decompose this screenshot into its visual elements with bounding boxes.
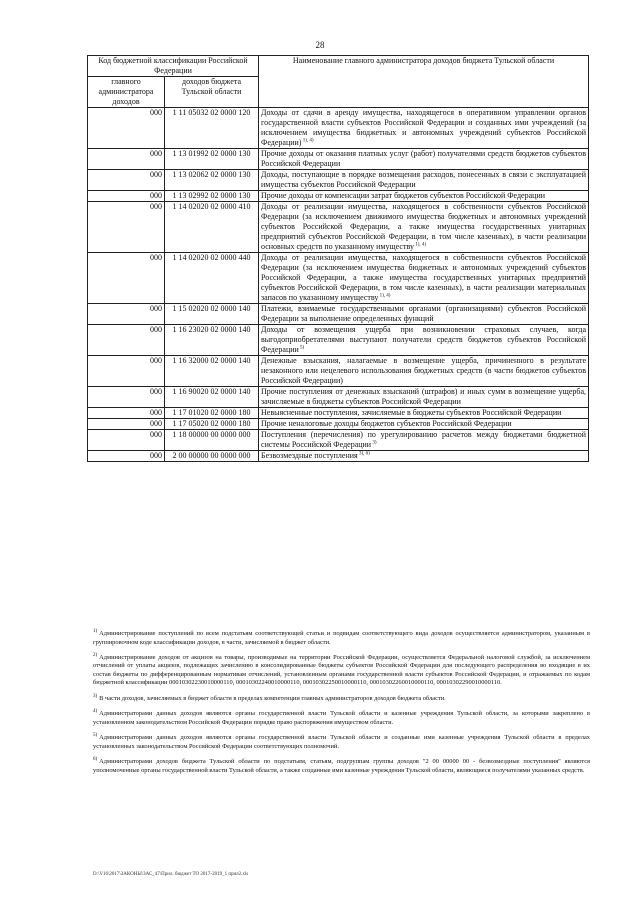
footnote-reference: 1), 4) — [301, 138, 314, 144]
income-name-text: Невыясненные поступления, зачисляемые в бюджеты субъектов Российской Федерации — [261, 408, 562, 417]
table-row — [88, 387, 589, 408]
footnote-reference: 3) — [371, 440, 377, 446]
table-row — [88, 170, 589, 191]
income-code-cell: 1 14 02020 02 0000 410 — [165, 202, 259, 253]
table-row — [88, 408, 589, 419]
table-row — [88, 325, 589, 356]
header-budget-income: доходов бюджета Тульской области — [165, 77, 259, 108]
income-name-cell — [259, 419, 589, 430]
footnote-text: Администраторами данных доходов являются органы государственной власти Тульской области и созданные ими казенные учреждения Тульской области в пределах установленных законодательством Российской Федерации соответствующих полномочий. — [93, 734, 590, 750]
income-name-text: Прочие неналоговые доходы бюджетов субъектов Российской Федерации — [261, 419, 512, 428]
admin-code-cell: 000 — [88, 191, 165, 202]
table-row — [88, 191, 589, 202]
income-name-text: Поступления (перечисления) по урегулированию расчетов между бюджетами бюджетной системы Российской Федерации — [261, 430, 587, 449]
income-name-cell — [259, 191, 589, 202]
income-code-cell: 2 00 00000 00 0000 000 — [165, 451, 259, 462]
income-name-cell — [259, 325, 589, 356]
table-row — [88, 108, 589, 149]
income-code-cell: 1 16 90020 02 0000 140 — [165, 387, 259, 408]
footnote-text: В части доходов, зачисляемых в бюджет области в пределах компетенции главных администраторов доходов бюджета области. — [99, 694, 446, 702]
income-code-cell: 1 16 23020 02 0000 140 — [165, 325, 259, 356]
footnote — [93, 652, 590, 688]
header-classification-group: Код бюджетной классификации Российской Федерации — [88, 56, 259, 77]
footnote-mark: 2) — [93, 652, 98, 658]
income-name-text: Доходы от сдачи в аренду имущества, находящегося в оперативном управлении органов государственной власти субъектов Российской Федерации и созданных ими учреждений (за исключением имущества бюджетных и автономных учреждений субъектов Российской Федерации) — [261, 108, 587, 147]
income-name-cell — [259, 202, 589, 253]
income-name-text: Прочие поступления от денежных взысканий (штрафов) и иных сумм в возмещение ущерба, зачисляемые в бюджеты субъектов Российской Федерации — [261, 387, 587, 406]
table-row — [88, 356, 589, 387]
income-name-text: Денежные взыскания, налагаемые в возмещение ущерба, причиненного в результате незаконного или нецелевого использования бюджетных средств (в части бюджетов субъектов Российской Федерации) — [261, 356, 587, 385]
table-row — [88, 253, 589, 304]
income-name-text: Доходы, поступающие в порядке возмещения расходов, понесенных в связи с эксплуатацией имущества субъектов Российской Федерации — [261, 170, 587, 189]
income-name-cell — [259, 108, 589, 149]
footnotes — [93, 628, 590, 780]
footnote-mark: 5) — [93, 733, 98, 739]
admin-code-cell: 000 — [88, 304, 165, 325]
admin-code-cell: 000 — [88, 108, 165, 149]
admin-code-cell: 000 — [88, 451, 165, 462]
admin-code-cell: 000 — [88, 149, 165, 170]
income-name-cell — [259, 170, 589, 191]
footnote-reference: 1), 4) — [378, 293, 391, 299]
footnote-reference: 3), 6) — [357, 451, 370, 457]
footnote-mark: 3) — [93, 693, 98, 699]
income-name-text: Прочие доходы от оказания платных услуг (работ) получателями средств бюджетов субъектов Российской Федерации — [261, 149, 587, 168]
footnote-mark: 6) — [93, 757, 98, 763]
admin-code-cell: 000 — [88, 387, 165, 408]
table-row — [88, 202, 589, 253]
header-admin-name: Наименование главного администратора доходов бюджета Тульской области — [259, 56, 589, 108]
admin-code-cell: 000 — [88, 356, 165, 387]
income-name-cell — [259, 430, 589, 451]
income-code-cell: 1 13 01992 02 0000 130 — [165, 149, 259, 170]
income-code-cell: 1 15 02020 02 0000 140 — [165, 304, 259, 325]
income-code-cell: 1 13 02992 02 0000 130 — [165, 191, 259, 202]
table-row — [88, 149, 589, 170]
footnote-reference: 5) — [298, 345, 305, 351]
admin-code-cell: 000 — [88, 253, 165, 304]
income-code-cell: 1 17 05020 02 0000 180 — [165, 419, 259, 430]
admin-code-cell: 000 — [88, 170, 165, 191]
page-number: 28 — [315, 40, 325, 50]
income-name-text: Доходы от реализации имущества, находящегося в собственности субъектов Российской Федерации (за исключением движимого имущества бюджетных и автономных учреждений субъектов Российской Федерации, а также имущества государственных унитарных предприятий субъектов Российской Федерации, в том числе казенных), в части реализации основных средств по указанному имуществу — [261, 202, 587, 251]
table-row — [88, 451, 589, 462]
footnote-mark: 1) — [93, 629, 98, 634]
admin-code-cell: 000 — [88, 202, 165, 253]
income-name-text: Безвозмездные поступления — [261, 451, 358, 460]
income-code-cell: 1 11 05032 02 0000 120 — [165, 108, 259, 149]
file-path: D:\V16\2017\ЗАКОНЫ\ЗАС_47\Прил. бюджет ТО 2017-2019_1 прил2.xls — [93, 872, 249, 877]
table-row — [88, 419, 589, 430]
admin-code-cell: 000 — [88, 325, 165, 356]
income-name-text: Прочие доходы от компенсации затрат бюджетов субъектов Российской Федерации — [261, 191, 546, 200]
footnote-reference: 1), 4) — [413, 242, 427, 248]
budget-classification-table — [87, 55, 589, 462]
admin-code-cell: 000 — [88, 419, 165, 430]
income-name-cell — [259, 149, 589, 170]
income-code-cell: 1 18 00000 00 0000 000 — [165, 430, 259, 451]
table-row — [88, 430, 589, 451]
table-row — [88, 304, 589, 325]
income-code-cell: 1 13 02062 02 0000 130 — [165, 170, 259, 191]
header-main-admin: главного администратора доходов — [88, 77, 165, 108]
income-name-cell — [259, 304, 589, 325]
income-code-cell: 1 16 32000 02 0000 140 — [165, 356, 259, 387]
footnote-text: Администраторами доходов бюджета Тульской области по подстатьям, статьям, подгруппам группы доходов "2 00 00000 00 - безвозмездные поступления" являются уполномоченные органы государственной власти Тульской области, а также созданные ими казенные учреждения Тульской области, являющиеся получателями указанных средств. — [93, 758, 590, 774]
income-name-cell — [259, 451, 589, 462]
income-name-cell — [259, 408, 589, 419]
income-code-cell: 1 17 01020 02 0000 180 — [165, 408, 259, 419]
footnote-text: Администрирование доходов от акцизов на товары, производимые на территории Российской Федерации, осуществляется Федеральной налоговой службой, за исключением отчислений от уплаты акцизов, подлежащих зачислению в консолидированные бюджеты субъектов Российской Федерации для последующего распределения во входящие в их состав бюджеты по дифференцированным нормативам отчислений, установленным органами государственной власти субъектов Российской Федерации, и отражаемых по кодам бюджетной классификации 00010302230010000110, 00010302240010000110, 00010302250010000110, 00010302260010000110, 00010302290010000110. — [93, 654, 590, 687]
footnote — [93, 628, 590, 647]
income-name-cell — [259, 253, 589, 304]
admin-code-cell: 000 — [88, 430, 165, 451]
footnote — [93, 756, 590, 775]
income-name-text: Доходы от реализации имущества, находящегося в собственности субъектов Российской Федерации (за исключением имущества бюджетных и автономных учреждений субъектов Российской Федерации, а также имущества государственных унитарных предприятий субъектов Российской Федерации, в том числе казенных), в части реализации материальных запасов по указанному имуществу — [261, 253, 587, 302]
income-name-cell — [259, 387, 589, 408]
footnote — [93, 693, 590, 704]
table-body — [88, 108, 589, 462]
income-name-text: Доходы от возмещения ущерба при возникновении страховых случаев, когда выгодоприобретателями выступают получатели средств бюджетов субъектов Российской Федерации — [261, 325, 587, 354]
footnote — [93, 732, 590, 751]
footnote-text: Администраторами данных доходов являются органы государственной власти Тульской области и казенные учреждения Тульской области, за которыми закреплено в установленном законодательством Российской Федерации порядке право распоряжения имуществом области. — [93, 710, 590, 726]
admin-code-cell: 000 — [88, 408, 165, 419]
footnote-text: Администрирование поступлений по всем подстатьям соответствующей статьи и подвидам соответствующего вида доходов осуществляется администратором, указанным в группировочном коде классификации доходов, в части, зачисляемой в бюджет области. — [93, 630, 590, 646]
income-code-cell: 1 14 02020 02 0000 440 — [165, 253, 259, 304]
income-name-text: Платежи, взимаемые государственными органами (организациями) субъектов Российской Федерации за выполнение определенных функций — [261, 304, 587, 323]
income-name-cell — [259, 356, 589, 387]
footnote — [93, 708, 590, 727]
footnote-mark: 4) — [93, 709, 98, 715]
